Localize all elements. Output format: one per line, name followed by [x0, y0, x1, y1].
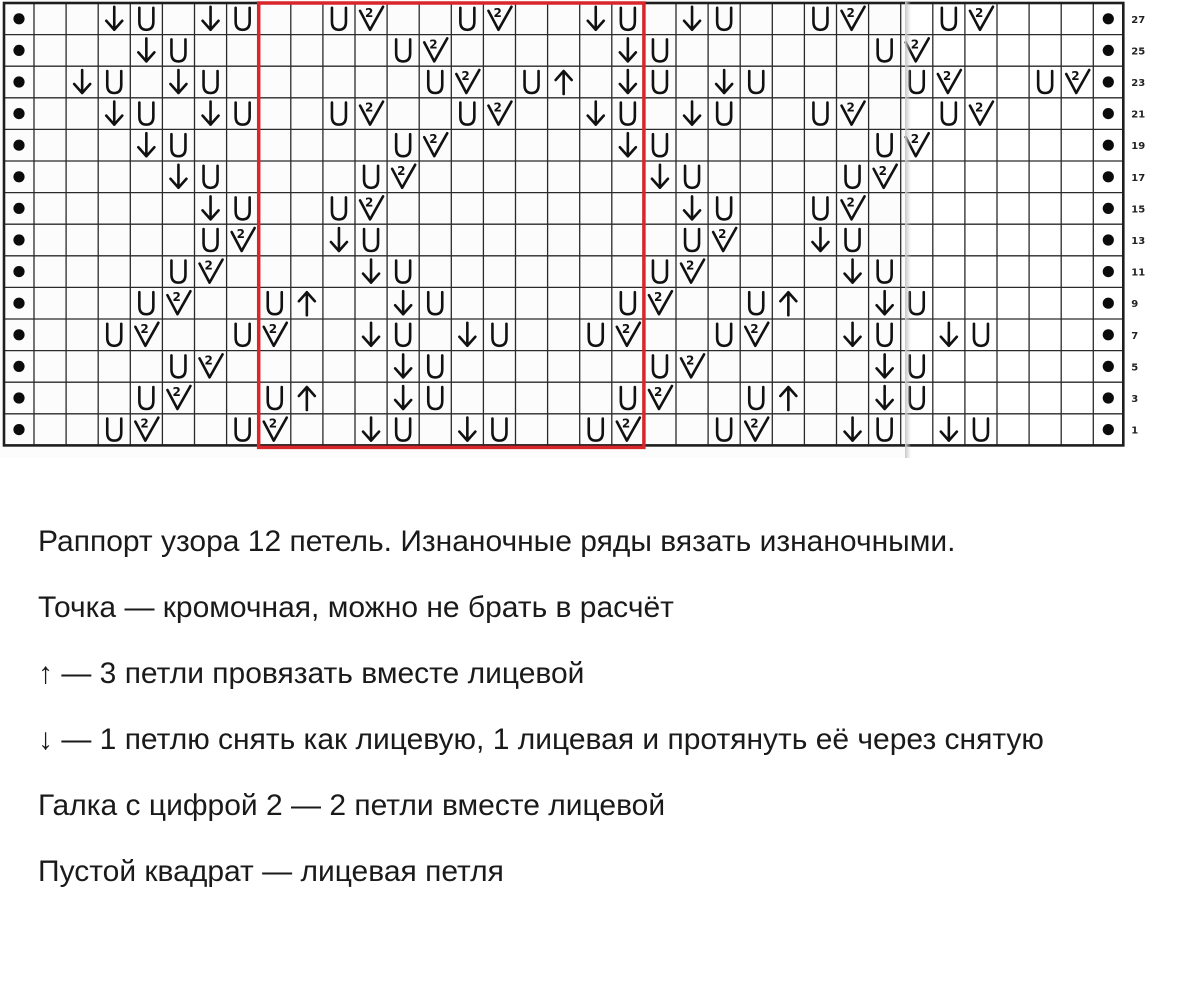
down-arrow-symbol: [74, 70, 90, 93]
yarn-over-symbol: [236, 419, 250, 441]
edge-stitch-dot: [1103, 108, 1114, 119]
chevron-number-label: 2: [750, 321, 759, 336]
chevron-number-label: 2: [365, 195, 374, 210]
row-number: 27: [1131, 14, 1146, 26]
yarn-over-symbol: [717, 324, 731, 346]
legend-dot-meaning: Точка — кромочная, можно не брать в расчёт: [38, 591, 674, 624]
down-arrow-symbol: [684, 102, 700, 125]
row-number: 7: [1131, 330, 1139, 342]
up-arrow-symbol: [556, 71, 572, 94]
chevron-number-label: 2: [172, 290, 181, 305]
yarn-over-symbol: [653, 39, 667, 61]
down-arrow-symbol: [363, 323, 379, 346]
edge-stitch-dot: [13, 45, 24, 56]
yarn-over-symbol: [685, 166, 699, 188]
chart-grid-svg: [0, 0, 1146, 458]
yarn-over-symbol: [813, 103, 827, 125]
row-number: 21: [1131, 109, 1146, 121]
yarn-over-symbol: [139, 387, 153, 409]
up-arrow-symbol: [780, 387, 796, 410]
edge-stitch-dot: [1103, 13, 1114, 24]
yarn-over-symbol: [878, 134, 892, 156]
chevron-number-label: 2: [365, 5, 374, 20]
yarn-over-symbol: [717, 8, 731, 30]
down-arrow-symbol: [170, 70, 186, 93]
yarn-over-symbol: [910, 71, 924, 93]
chevron-number-label: 2: [204, 353, 213, 368]
yarn-over-symbol: [139, 292, 153, 314]
yarn-over-symbol: [492, 419, 506, 441]
edge-stitch-dot: [1103, 361, 1114, 372]
yarn-over-symbol: [974, 324, 988, 346]
chevron-number-label: 2: [140, 416, 149, 431]
down-arrow-symbol: [812, 228, 828, 251]
down-arrow-symbol: [106, 7, 122, 30]
down-arrow-symbol: [395, 386, 411, 409]
yarn-over-symbol: [171, 134, 185, 156]
yarn-over-symbol: [171, 355, 185, 377]
down-arrow-symbol: [716, 70, 732, 93]
chevron-number-label: 2: [653, 290, 663, 305]
down-arrow-symbol: [106, 102, 122, 125]
edge-stitch-dot: [13, 13, 24, 24]
chevron-number-label: 2: [493, 5, 502, 20]
yarn-over-symbol: [236, 197, 250, 219]
knitting-chart: [0, 0, 1146, 458]
yarn-over-symbol: [878, 324, 892, 346]
down-arrow-symbol: [459, 323, 475, 346]
yarn-over-symbol: [653, 134, 667, 156]
down-arrow-symbol: [684, 7, 700, 30]
edge-stitch-dot: [1103, 329, 1114, 340]
down-arrow-symbol: [395, 291, 411, 314]
down-arrow-symbol: [620, 70, 636, 93]
yarn-over-symbol: [910, 387, 924, 409]
chevron-number-label: 2: [686, 258, 695, 273]
yarn-over-symbol: [236, 8, 250, 30]
chevron-number-label: 2: [846, 100, 855, 115]
down-arrow-symbol: [363, 260, 379, 283]
row-number: 23: [1131, 78, 1146, 89]
legend: [38, 522, 1188, 918]
yarn-over-symbol: [204, 229, 218, 251]
yarn-over-symbol: [236, 324, 250, 346]
chevron-number-label: 2: [653, 385, 663, 399]
yarn-over-symbol: [428, 71, 442, 93]
yarn-over-symbol: [396, 324, 410, 346]
chevron-number-label: 2: [974, 100, 984, 115]
yarn-over-symbol: [621, 387, 635, 409]
edge-stitch-dot: [1103, 76, 1114, 87]
chevron-number-label: 2: [846, 195, 855, 210]
yarn-over-symbol: [332, 8, 346, 30]
yarn-over-symbol: [974, 419, 988, 441]
down-arrow-symbol: [203, 196, 219, 219]
chevron-number-label: 2: [429, 132, 438, 147]
yarn-over-symbol: [460, 103, 474, 125]
chevron-number-label: 2: [878, 163, 888, 178]
yarn-over-symbol: [749, 292, 763, 314]
yarn-over-symbol: [428, 387, 442, 409]
chevron-number-label: 2: [236, 227, 246, 241]
down-arrow-symbol: [588, 7, 604, 30]
row-number: 19: [1131, 141, 1146, 153]
yarn-over-symbol: [332, 197, 346, 219]
legend-up-arrow-meaning: ↑ — 3 петли провязать вместе лицевой: [38, 657, 585, 690]
yarn-over-symbol: [653, 71, 667, 93]
chevron-number-label: 2: [718, 227, 727, 241]
down-arrow-symbol: [170, 165, 186, 188]
edge-stitch-dot: [1103, 424, 1114, 435]
down-arrow-symbol: [459, 418, 475, 441]
edge-stitch-dot: [1103, 298, 1114, 309]
yarn-over-symbol: [653, 261, 667, 283]
yarn-over-symbol: [268, 387, 282, 409]
yarn-over-symbol: [589, 324, 603, 346]
yarn-over-symbol: [396, 134, 410, 156]
yarn-over-symbol: [396, 261, 410, 283]
down-arrow-symbol: [138, 133, 154, 156]
edge-stitch-dot: [13, 234, 24, 245]
edge-stitch-dot: [13, 171, 24, 182]
yarn-over-symbol: [621, 8, 635, 30]
yarn-over-symbol: [492, 324, 506, 346]
down-arrow-symbol: [684, 196, 700, 219]
edge-stitch-dot: [13, 108, 24, 119]
row-number: 13: [1131, 236, 1146, 247]
row-number: 25: [1131, 46, 1146, 58]
down-arrow-symbol: [203, 7, 219, 30]
row-number: 11: [1131, 267, 1146, 279]
chevron-number-label: 2: [910, 132, 920, 147]
legend-repeat-note: Раппорт узора 12 петель. Изнаночные ряды вязать изнаночными.: [38, 525, 956, 558]
yarn-over-symbol: [717, 103, 731, 125]
yarn-over-symbol: [236, 103, 250, 125]
yarn-over-symbol: [396, 39, 410, 61]
up-arrow-symbol: [299, 387, 315, 410]
chevron-number-label: 2: [942, 69, 952, 83]
down-arrow-symbol: [203, 102, 219, 125]
yarn-over-symbol: [910, 292, 924, 314]
down-arrow-symbol: [845, 260, 861, 283]
legend-down-arrow-meaning: ↓ — 1 петлю снять как лицевую, 1 лицевая и протянуть её через снятую: [38, 723, 1044, 756]
chevron-number-label: 2: [268, 416, 278, 431]
chevron-number-label: 2: [910, 37, 920, 52]
yarn-over-symbol: [396, 419, 410, 441]
row-number: 17: [1131, 172, 1146, 184]
yarn-over-symbol: [942, 103, 956, 125]
yarn-over-symbol: [107, 324, 121, 346]
down-arrow-symbol: [331, 228, 347, 251]
yarn-over-symbol: [846, 229, 860, 251]
down-arrow-symbol: [845, 418, 861, 441]
yarn-over-symbol: [813, 197, 827, 219]
edge-stitch-dot: [13, 203, 24, 214]
chevron-number-label: 2: [204, 258, 213, 273]
stitch-symbols: [13, 6, 1114, 441]
chevron-number-label: 2: [429, 37, 438, 52]
down-arrow-symbol: [941, 323, 957, 346]
yarn-over-symbol: [621, 103, 635, 125]
yarn-over-symbol: [878, 261, 892, 283]
up-arrow-symbol: [299, 292, 315, 315]
yarn-over-symbol: [460, 8, 474, 30]
yarn-over-symbol: [107, 419, 121, 441]
yarn-over-symbol: [364, 166, 378, 188]
chevron-number-label: 2: [397, 163, 406, 178]
edge-stitch-dot: [13, 140, 24, 151]
chevron-number-label: 2: [621, 321, 631, 336]
chevron-number-label: 2: [974, 5, 984, 20]
edge-stitch-dot: [1103, 140, 1114, 151]
chevron-number-label: 2: [493, 100, 502, 115]
chevron-number-label: 2: [846, 5, 855, 20]
yarn-over-symbol: [589, 419, 603, 441]
edge-stitch-dot: [13, 361, 24, 372]
yarn-over-symbol: [717, 197, 731, 219]
down-arrow-symbol: [363, 418, 379, 441]
down-arrow-symbol: [877, 291, 893, 314]
down-arrow-symbol: [877, 386, 893, 409]
edge-stitch-dot: [1103, 266, 1114, 277]
yarn-over-symbol: [846, 166, 860, 188]
chevron-number-label: 2: [686, 353, 695, 368]
yarn-over-symbol: [139, 8, 153, 30]
down-arrow-symbol: [941, 418, 957, 441]
down-arrow-symbol: [652, 165, 668, 188]
grid-lines: [4, 3, 1123, 445]
edge-stitch-dot: [1103, 234, 1114, 245]
yarn-over-symbol: [813, 8, 827, 30]
yarn-over-symbol: [1038, 71, 1052, 93]
down-arrow-symbol: [845, 323, 861, 346]
yarn-over-symbol: [653, 355, 667, 377]
yarn-over-symbol: [717, 419, 731, 441]
row-number: 9: [1131, 299, 1139, 311]
yarn-over-symbol: [428, 292, 442, 314]
row-number: 3: [1131, 394, 1139, 405]
chevron-number-label: 2: [268, 321, 278, 336]
down-arrow-symbol: [138, 38, 154, 61]
edge-stitch-dot: [1103, 203, 1114, 214]
row-number: 1: [1131, 425, 1139, 437]
edge-stitch-dot: [13, 266, 24, 277]
yarn-over-symbol: [332, 103, 346, 125]
down-arrow-symbol: [620, 133, 636, 156]
yarn-over-symbol: [878, 419, 892, 441]
down-arrow-symbol: [395, 354, 411, 377]
yarn-over-symbol: [107, 71, 121, 93]
yarn-over-symbol: [364, 229, 378, 251]
yarn-over-symbol: [621, 292, 635, 314]
yarn-over-symbol: [139, 103, 153, 125]
edge-stitch-dot: [13, 298, 24, 309]
edge-stitch-dot: [1103, 171, 1114, 182]
yarn-over-symbol: [171, 261, 185, 283]
yarn-over-symbol: [204, 166, 218, 188]
chevron-number-label: 2: [172, 385, 181, 399]
down-arrow-symbol: [620, 38, 636, 61]
legend-empty-square-meaning: Пустой квадрат — лицевая петля: [38, 855, 504, 888]
legend-chevron-meaning: Галка с цифрой 2 — 2 петли вместе лицевой: [38, 789, 666, 822]
up-arrow-symbol: [780, 292, 796, 315]
edge-stitch-dot: [13, 76, 24, 87]
yarn-over-symbol: [428, 355, 442, 377]
yarn-over-symbol: [525, 71, 539, 93]
yarn-over-symbol: [685, 229, 699, 251]
chevron-number-label: 2: [750, 416, 759, 431]
chevron-number-label: 2: [621, 416, 631, 431]
yarn-over-symbol: [910, 355, 924, 377]
edge-stitch-dot: [13, 392, 24, 403]
chevron-number-label: 2: [1071, 69, 1080, 83]
yarn-over-symbol: [749, 71, 763, 93]
edge-stitch-dot: [1103, 45, 1114, 56]
row-number: 15: [1131, 204, 1146, 216]
chevron-number-label: 2: [140, 321, 149, 336]
down-arrow-symbol: [588, 102, 604, 125]
row-number: 5: [1131, 362, 1139, 374]
edge-stitch-dot: [1103, 392, 1114, 403]
edge-stitch-dot: [13, 329, 24, 340]
yarn-over-symbol: [268, 292, 282, 314]
edge-stitch-dot: [13, 424, 24, 435]
yarn-over-symbol: [749, 387, 763, 409]
chevron-number-label: 2: [461, 69, 470, 83]
row-number-column: [1131, 15, 1145, 437]
yarn-over-symbol: [942, 8, 956, 30]
chevron-number-label: 2: [365, 100, 374, 115]
yarn-over-symbol: [171, 39, 185, 61]
yarn-over-symbol: [878, 39, 892, 61]
yarn-over-symbol: [204, 71, 218, 93]
down-arrow-symbol: [877, 354, 893, 377]
